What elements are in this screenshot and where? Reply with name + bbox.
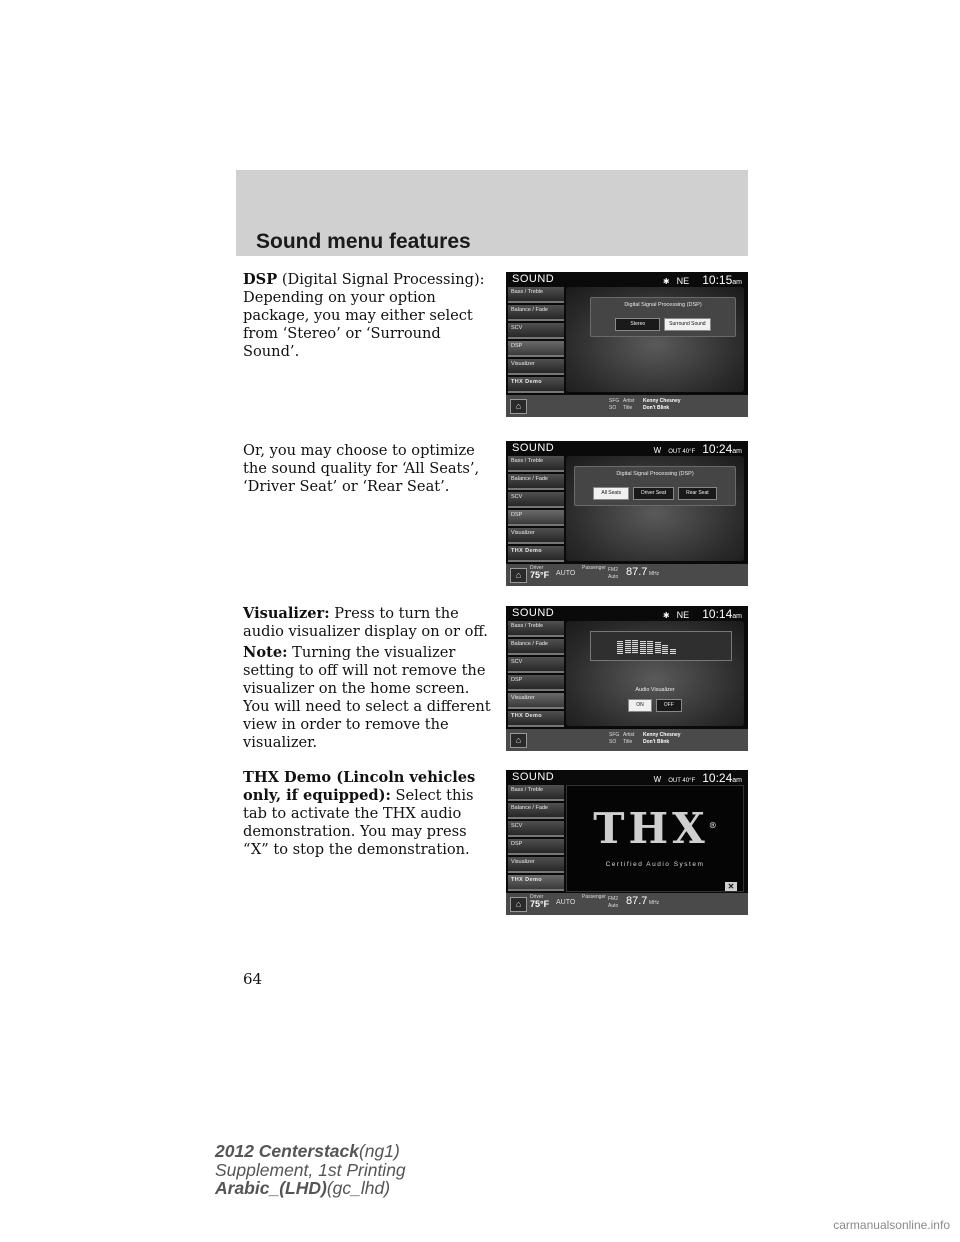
band-mode: Auto <box>608 902 619 909</box>
track-labels <box>623 398 634 411</box>
footer-code: (ng1) <box>358 1141 400 1161</box>
clock-time: 10:14 <box>702 607 733 621</box>
outside-temp: OUT 40°F <box>668 449 696 455</box>
clock-ampm: am <box>732 613 742 620</box>
dsp-options <box>591 318 735 331</box>
thx-subtitle: Certified Audio System <box>605 861 705 868</box>
clock-time: 10:24 <box>702 442 733 456</box>
screen-thx-demo <box>506 770 748 915</box>
outside-temp: OUT 40°F <box>668 778 696 784</box>
visualizer-on-button[interactable]: ON <box>628 699 652 712</box>
footer-market-code: (gc_lhd) <box>326 1178 391 1198</box>
tab-visualizer[interactable]: Visualizer <box>508 693 564 709</box>
visualizer-bar <box>632 640 638 654</box>
compass-heading: NE <box>676 610 690 620</box>
rear-seat-button[interactable]: Rear Seat <box>678 487 717 500</box>
tab-scv[interactable]: SCV <box>508 492 564 508</box>
surround-sound-button[interactable]: Surround Sound <box>664 318 710 331</box>
driver-label: Driver <box>530 565 544 571</box>
term-dsp: DSP <box>243 271 278 288</box>
stereo-button[interactable]: Stereo <box>615 318 660 331</box>
driver-temp: 75°F <box>530 569 550 580</box>
clock-ampm: am <box>732 279 742 286</box>
driver-seat-button[interactable]: Driver Seat <box>633 487 674 500</box>
artist-name: Kenny Chesney <box>643 398 681 404</box>
status-bar <box>663 607 742 621</box>
visualizer-bar <box>655 642 661 654</box>
term-note: Note: <box>243 644 288 661</box>
home-icon[interactable]: ⌂ <box>510 733 527 748</box>
paragraph-text: Turning the visualizer setting to off will not remove the visualizer on the home screen. You will need to select a different view in order to remove the visualizer. <box>243 644 491 751</box>
tab-balance-fade[interactable]: Balance / Fade <box>508 305 564 321</box>
dsp-box <box>590 297 736 337</box>
tab-dsp[interactable]: DSP <box>508 341 564 357</box>
tab-thx-demo[interactable]: THX Demo <box>508 875 564 891</box>
sound-tabs <box>508 621 564 729</box>
home-icon[interactable]: ⌂ <box>510 399 527 414</box>
preset-top: SFG <box>609 732 620 738</box>
term-thx-demo: THX Demo (Lincoln vehicles only, if equipped): <box>243 769 476 804</box>
visualizer-bar <box>625 640 631 654</box>
preset-info <box>609 732 619 745</box>
screen-visualizer <box>506 606 748 751</box>
home-icon[interactable]: ⌂ <box>510 568 527 583</box>
preset-info <box>609 398 619 411</box>
tab-scv[interactable]: SCV <box>508 821 564 837</box>
tab-bass-treble[interactable]: Bass / Treble <box>508 456 564 472</box>
band-info <box>608 567 618 580</box>
status-bar <box>654 442 742 456</box>
paragraph-visualizer <box>243 605 495 641</box>
phone-signal-icon: W <box>653 775 662 784</box>
clock-time: 10:15 <box>702 273 733 287</box>
screen-title: SOUND <box>512 273 555 285</box>
preset-bottom: SO <box>609 738 617 745</box>
registered-mark: ® <box>708 820 717 830</box>
dsp-options <box>575 487 735 500</box>
band: FM2 <box>608 567 618 573</box>
tab-bass-treble[interactable]: Bass / Treble <box>508 621 564 637</box>
artist-label: Artist <box>623 732 635 738</box>
term-visualizer: Visualizer: <box>243 605 330 622</box>
watermark: carmanualsonline.info <box>833 1218 950 1232</box>
dsp-box <box>574 466 736 506</box>
sound-tabs <box>508 456 564 564</box>
bottom-bar <box>506 564 748 586</box>
content-panel <box>566 456 744 561</box>
thx-logo <box>567 804 743 853</box>
driver-climate <box>530 565 549 578</box>
visualizer-bar <box>617 641 623 654</box>
section-title: Sound menu features <box>256 230 471 253</box>
tab-thx-demo[interactable]: THX Demo <box>508 546 564 562</box>
visualizer-toggle <box>566 699 744 712</box>
footer-line-1 <box>215 1142 406 1161</box>
screen-title: SOUND <box>512 607 555 619</box>
frequency-unit: MHz <box>648 900 660 906</box>
paragraph-text: Press to turn the audio visualizer display on or off. <box>243 605 488 640</box>
tab-dsp[interactable]: DSP <box>508 675 564 691</box>
document-footer <box>215 1142 406 1198</box>
tab-balance-fade[interactable]: Balance / Fade <box>508 803 564 819</box>
paragraph-text: (Digital Signal Processing): Depending on your option package, you may either select from ‘Stereo’ or ‘Surround Sound’. <box>243 271 485 360</box>
paragraph-text: Select this tab to activate the THX audio demonstration. You may press “X” to stop the demonstration. <box>243 787 474 858</box>
climate-mode: AUTO <box>556 899 576 906</box>
thx-logo-text: THX <box>593 804 709 853</box>
track-values <box>643 732 681 745</box>
tab-bass-treble[interactable]: Bass / Treble <box>508 287 564 303</box>
frequency-unit: MHz <box>648 571 660 577</box>
dsp-title: Digital Signal Processing (DSP) <box>624 302 702 308</box>
clock-ampm: am <box>732 777 742 784</box>
paragraph-thx <box>243 769 495 859</box>
tab-visualizer[interactable]: Visualizer <box>508 359 564 375</box>
close-icon[interactable]: ✕ <box>725 882 737 891</box>
visualizer-display <box>590 631 732 661</box>
tab-balance-fade[interactable]: Balance / Fade <box>508 474 564 490</box>
tab-thx-demo[interactable]: THX Demo <box>508 377 564 393</box>
tab-balance-fade[interactable]: Balance / Fade <box>508 639 564 655</box>
sound-tabs <box>508 287 564 395</box>
dsp-title: Digital Signal Processing (DSP) <box>616 471 694 477</box>
page-number: 64 <box>243 970 263 988</box>
visualizer-bar <box>662 645 668 654</box>
driver-label: Driver <box>530 894 544 900</box>
tab-scv[interactable]: SCV <box>508 657 564 673</box>
screen-title: SOUND <box>512 771 555 783</box>
passenger-label: Passenger <box>582 894 606 900</box>
tab-visualizer[interactable]: Visualizer <box>508 857 564 873</box>
all-seats-button[interactable]: All Seats <box>593 487 629 500</box>
footer-line-2: Supplement, 1st Printing <box>215 1159 406 1180</box>
status-bar <box>663 273 742 287</box>
track-values <box>643 398 681 411</box>
visualizer-off-button[interactable]: OFF <box>656 699 682 712</box>
bottom-bar <box>506 729 748 751</box>
paragraph-dsp <box>243 271 495 361</box>
bottom-bar <box>506 893 748 915</box>
tab-dsp[interactable]: DSP <box>508 839 564 855</box>
driver-climate <box>530 894 549 907</box>
preset-bottom: SO <box>609 404 617 411</box>
frequency <box>626 895 660 907</box>
band: FM2 <box>608 896 618 902</box>
tab-dsp[interactable]: DSP <box>508 510 564 526</box>
tab-thx-demo[interactable]: THX Demo <box>508 711 564 727</box>
band-info <box>608 896 618 909</box>
phone-signal-icon: W <box>653 446 662 455</box>
clock-ampm: am <box>732 448 742 455</box>
clock-time: 10:24 <box>702 771 733 785</box>
screen-title: SOUND <box>512 442 555 454</box>
bluetooth-icon: ✱ <box>662 277 670 286</box>
climate-mode: AUTO <box>556 570 576 577</box>
screen-dsp-seats <box>506 441 748 586</box>
band-mode: Auto <box>608 573 619 580</box>
bottom-bar <box>506 395 748 417</box>
tab-scv[interactable]: SCV <box>508 323 564 339</box>
preset-top: SFG <box>609 398 620 404</box>
tab-visualizer[interactable]: Visualizer <box>508 528 564 544</box>
frequency <box>626 566 660 578</box>
footer-market: Arabic_(LHD) <box>215 1178 327 1198</box>
content-panel <box>566 287 744 392</box>
title-label: Title <box>623 738 633 745</box>
track-labels <box>623 732 634 745</box>
artist-label: Artist <box>623 398 635 404</box>
track-title: Don't Blink <box>643 738 670 745</box>
track-title: Don't Blink <box>643 404 670 411</box>
visualizer-bar <box>670 649 676 654</box>
visualizer-bar <box>647 641 653 654</box>
sound-tabs <box>508 785 564 893</box>
artist-name: Kenny Chesney <box>643 732 681 738</box>
frequency-value: 87.7 <box>626 895 648 907</box>
passenger-label: Passenger <box>582 565 606 571</box>
screen-dsp-stereo <box>506 272 748 417</box>
tab-bass-treble[interactable]: Bass / Treble <box>508 785 564 801</box>
footer-title: 2012 Centerstack <box>215 1141 359 1161</box>
footer-line-3 <box>215 1179 406 1198</box>
title-label: Title <box>623 404 633 411</box>
driver-temp: 75°F <box>530 898 550 909</box>
bluetooth-icon: ✱ <box>662 611 670 620</box>
visualizer-label: Audio Visualizer <box>635 687 675 693</box>
compass-heading: NE <box>676 276 690 286</box>
visualizer-bars <box>617 637 676 654</box>
visualizer-bar <box>640 641 646 654</box>
home-icon[interactable]: ⌂ <box>510 897 527 912</box>
paragraph-text: Or, you may choose to optimize the sound quality for ‘All Seats’, ‘Driver Seat’ or ‘Rear Seat’. <box>243 442 480 495</box>
paragraph-note <box>243 644 495 752</box>
thx-panel <box>566 785 744 892</box>
frequency-value: 87.7 <box>626 566 648 578</box>
content-panel <box>566 621 744 726</box>
status-bar <box>654 771 742 785</box>
paragraph-seats <box>243 442 495 496</box>
